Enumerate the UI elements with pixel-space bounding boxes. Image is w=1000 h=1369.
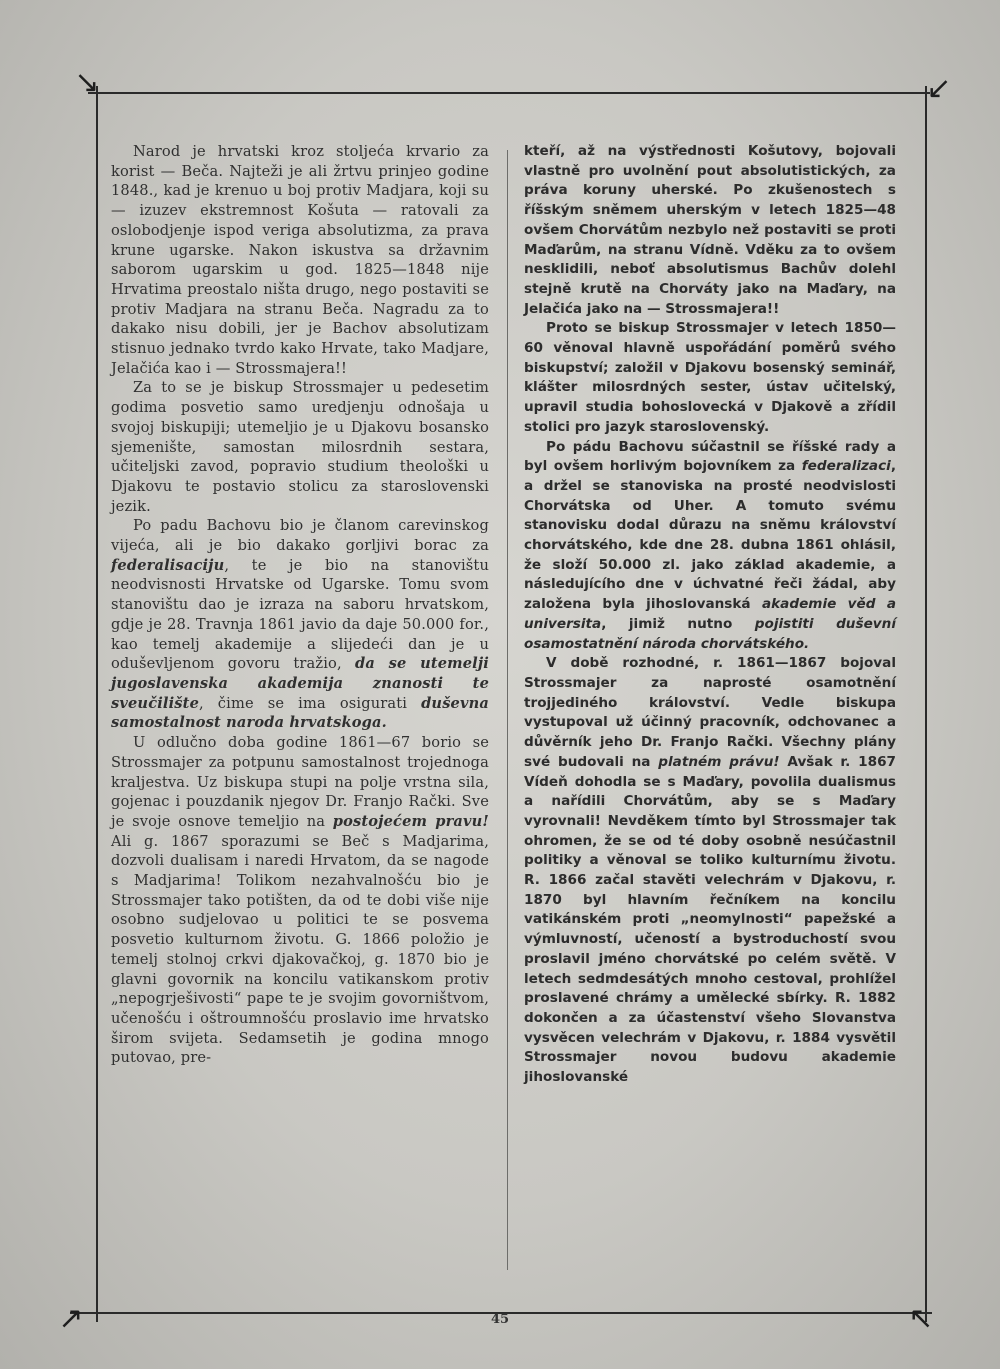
- emphasized-text: da se utemelji jugoslavenska akademija znanosti te sveučilište: [111, 655, 489, 712]
- paragraph-text: V době rozhodné, r. 1861—1867 bojoval Strossmajer za naprosté osamotnění trojjediného království. Vedle biskupa vystupoval už účinný pracovník, odchovanec a důvěrník jeho Dr. Franjo Rački. Všechny plány své budovali na: [524, 655, 896, 770]
- page-number: 45: [490, 1312, 510, 1327]
- paragraph-text: kteří, až na výstřednosti Košutovy, bojovali vlastně pro uvolnění pout absolutistických, za práva koruny uherské. Po zkušenostech s říšským sněmem uherským v letech 1825—48 ovšem Chorvátům nezbylo než postaviti se proti Maďarům, na stranu Vídně. Vděku za to ovšem nesklidili, neboť absolutismus Bachův dolehl stejně krutě na Chorváty jako na Maďary, na Jelačića jako na — Strossmajera!!: [524, 143, 896, 317]
- emphasized-text: platném právu!: [658, 753, 780, 770]
- paragraph: [524, 438, 896, 655]
- paragraph: [524, 654, 896, 1087]
- left-column-croatian: [111, 142, 489, 1068]
- right-column-czech: [524, 142, 896, 1088]
- emphasized-text: akademie věd a universita: [524, 596, 896, 632]
- paragraph: [111, 733, 489, 1068]
- paragraph: [111, 378, 489, 516]
- paragraph: [111, 516, 489, 733]
- paragraph-text: Po padu Bachovu bio je članom carevinskog vijeća, ali je bio dakako gorljivi borac za: [111, 517, 489, 555]
- paragraph-text: U odlučno doba godine 1861—67 borio se Strossmajer za potpunu samostalnost trojednoga kraljestva. Uz biskupa stupi na polje vrstna sila, gojenac i pouzdanik njegov Dr. Franjo Rački. Sve je svoje osnove temeljio na: [111, 734, 489, 830]
- emphasized-text: postojećem pravu!: [332, 812, 489, 830]
- paragraph-text: , a držel se stanoviska na prosté neodvislosti Chorvátska od Uher. A tomuto svému stanovisku dodal důrazu na sněmu království chorvátského, kde dne 28. dubna 1861 ohlásil, že složí 50.000 zl. jako základ akademie, a následujícího dne v úchvatné řeči žádal, aby založena byla jihoslovanská: [524, 458, 896, 613]
- emphasized-text: pojistiti duševní osamostatnění národa chorvátského.: [524, 615, 896, 652]
- frame-left-line: [96, 86, 98, 1322]
- paragraph-text: Za to se je biskup Strossmajer u pedesetim godima posvetio samo uredjenju odnošaja u svojoj biskupiji; utemeljio je u Djakovu bosansko sjemenište, samostan milosrdnih sestara, učiteljski zavod, popravio studium theološki u Djakovu te postavio stolicu za staroslovenski jezik.: [111, 379, 489, 515]
- emphasized-text: federalisaciju: [111, 556, 225, 574]
- paragraph-text: , te je bio na stanovištu neodvisnosti Hrvatske od Ugarske. Tomu svom stanovištu dao je izraza na saboru hrvatskom, gdje je 28. Travnja 1861 javio da daje 50.000 for., kao temelj akademije a slijedeći dan je u oduševljenom govoru tražio,: [111, 556, 489, 673]
- paragraph-text: Proto se biskup Strossmajer v letech 1850—60 věnoval hlavně uspořádání poměrů svého biskupství; založil v Djakovu bosenský seminář, klášter milosrdných sester, ústav učitelský, upravil studia bohoslovecká v Djakově a zřídil stolici pro jazyk staroslovenský.: [524, 320, 896, 435]
- column-divider: [507, 150, 508, 1270]
- emphasized-text: duševna samostalnost naroda hrvatskoga.: [111, 694, 489, 732]
- paragraph-text: Po pádu Bachovu súčastnil se říšské rady a byl ovšem horlivým bojovníkem za: [524, 438, 896, 475]
- corner-mark-top-left-icon: ↘: [74, 65, 100, 100]
- paragraph: [524, 319, 896, 437]
- paragraph-text: Ali g. 1867 sporazumi se Beč s Madjarima, dozvoli dualisam i naredi Hrvatom, da se nagode s Madjarima! Tolikom nezahvalnošću bio je Strossmajer tako potišten, da od te dobi više nije osobno sudjelovao u politici te se posvema posvetio kulturnom životu. G. 1866 položio je temelj stolnoj crkvi djakovačkoj, g. 1870 bio je glavni govornik na koncilu vatikanskom protiv „nepogrješivosti“ pape te je svojim govorništvom, učenošću i oštroumnošću proslavio ime hrvatsko širom svijeta. Sedamsetih je godina mnogo putovao, pre-: [111, 832, 489, 1067]
- paragraph-text: , jimiž nutno: [601, 615, 755, 632]
- paragraph-text: , čime se ima osigurati: [199, 694, 422, 712]
- paragraph: [524, 142, 896, 319]
- corner-mark-bottom-right-icon: ↖: [908, 1301, 934, 1336]
- frame-top-line: [88, 92, 930, 94]
- corner-mark-top-right-icon: ↙: [926, 71, 952, 106]
- paragraph-text: Avšak r. 1867 Vídeň dohodla se s Maďary, povolila dualismus a nařídili Chorvátům, aby se s Maďary vyrovnali! Nevděkem tímto byl Strossmajer tak ohromen, že se od té doby osobně nesúčastnil politiky a věnoval se toliko kulturnímu životu. R. 1866 začal stavěti velechrám v Djakovu, r. 1870 byl hlavním řečníkem na koncilu vatikánském proti „neomylnosti“ papežské a výmluvností, učeností a bystroduchostí svou proslavil jméno chorvátské po celém světě. V letech sedmdesátých mnoho cestoval, prohlížel proslavené chrámy a umělecké sbírky. R. 1882 dokončen a za účastenství všeho Slovanstva vysvěcen velechrám v Djakovu, r. 1884 vysvětil Strossmajer novou budovu akademie jihoslovanské: [524, 753, 896, 1086]
- paragraph-text: Narod je hrvatski kroz stoljeća krvario za korist — Beča. Najteži je ali žrtvu prinjeo godine 1848., kad je krenuo u boj protiv Madjara, koji su — izuzev ekstremnost Košuta — ratovali za oslobodjenje ispod veriga absolutizma, za prava krune ugarske. Nakon iskustva sa državnim saborom ugarskim u god. 1825—1848 nije Hrvatima preostalo ništa drugo, nego postaviti se protiv Madjara na stranu Beča. Nagradu za to dakako nisu dobili, jer je Bachov absolutizam stisnuo jednako tvrdo kako Hrvate, tako Madjare, Jelačića kao i — Strossmajera!!: [111, 143, 489, 377]
- frame-right-line: [925, 86, 927, 1322]
- corner-mark-bottom-left-icon: ↗: [58, 1301, 84, 1336]
- emphasized-text: federalizaci: [801, 458, 891, 475]
- paragraph: [111, 142, 489, 378]
